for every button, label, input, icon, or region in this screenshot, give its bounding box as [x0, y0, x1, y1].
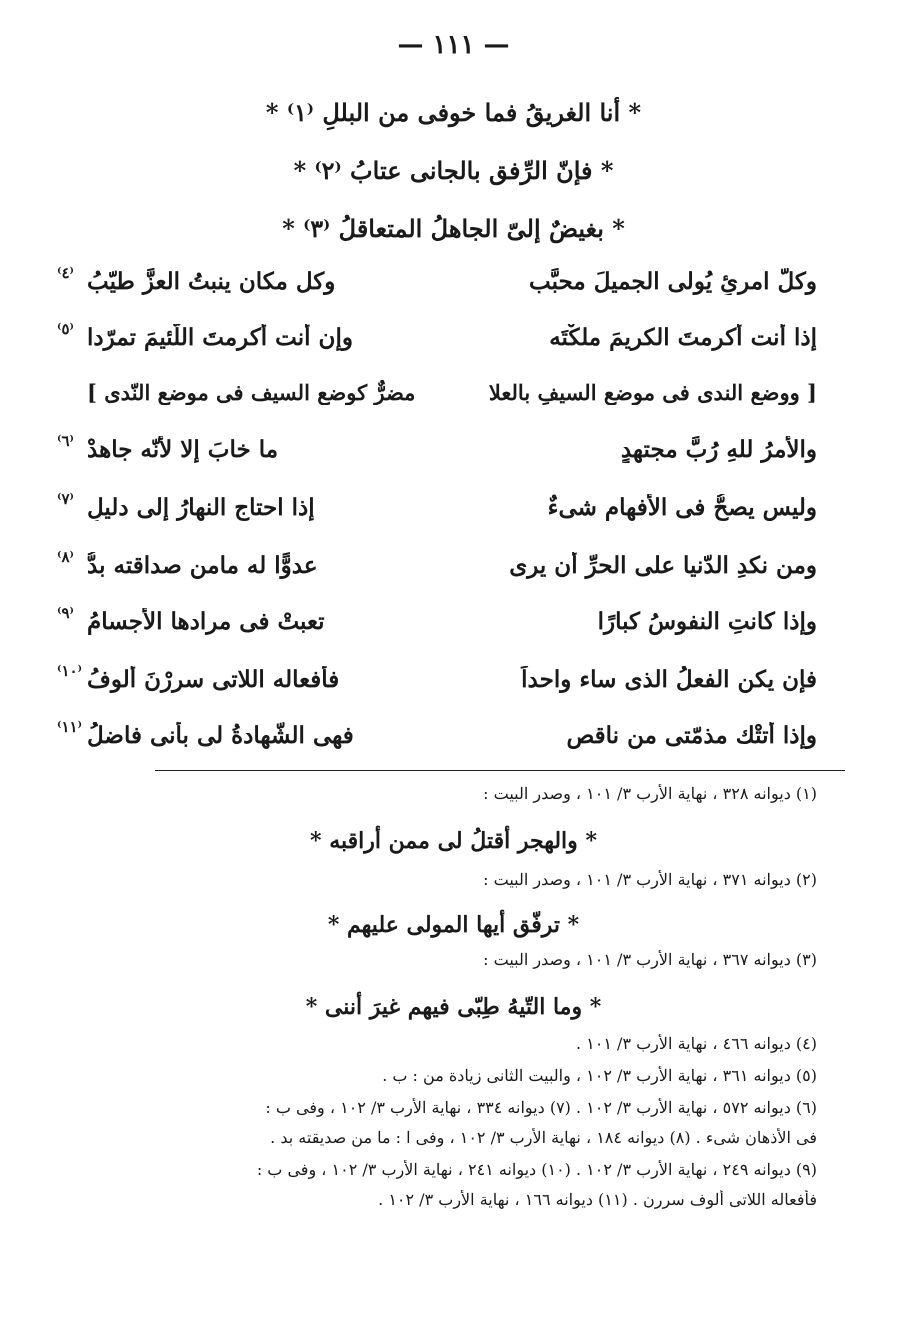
footnote-marker: ⁽٨⁾: [57, 548, 74, 566]
second-hemistich: مضرٌّ كوضعِ السيف فى موضع النّدى ]: [87, 380, 416, 405]
verse-line: [57, 546, 817, 590]
footnote-line: (٦) ديوانه ٥٧٢ ، نهاية الأرب ٣/ ١٠٢ . (٧) ديوانه ٣٣٤ ، نهاية الأرب ٣/ ١٠٢ ، وفى ب :: [265, 1098, 817, 1117]
verse-fragment-3: * بغيضٌ إلىّ الجاهلُ المتعاقلُ ⁽٣⁾ *: [282, 214, 625, 243]
verse-line: [57, 716, 817, 760]
verse-line: [57, 660, 817, 704]
footnote-marker: ⁽٦⁾: [57, 432, 74, 450]
footnote-line: فأفعاله اللاتى ألوف سررن . (١١) ديوانه ١٦٦ ، نهاية الأرب ٣/ ١٠٢ .: [378, 1190, 817, 1209]
footnote-verse: * ترفّق أيها المولى عليهم *: [327, 912, 580, 938]
second-hemistich: فهى الشّهادةُ لى بأنى فاضلُ: [87, 722, 354, 749]
footnote-line: (٥) ديوانه ٣٦١ ، نهاية الأرب ٣/ ١٠٢ ، والبيت الثانى زيادة من : ب .: [382, 1066, 817, 1085]
footnote-marker: ⁽٤⁾: [57, 264, 74, 282]
verse-line: [57, 488, 817, 532]
second-hemistich: عدوًّا له مامن صداقته بدُّ: [87, 552, 318, 579]
first-hemistich: إذا أنت أكرمتَ الكريمَ ملكْتَه: [549, 324, 817, 351]
footnote-marker: ⁽٥⁾: [57, 320, 74, 338]
second-hemistich: فأفعاله اللاتى سررْنَ ألوفُ: [87, 666, 340, 693]
second-hemistich: وإن أنت أكرمتَ اللّئيمَ تمرّدا: [87, 324, 353, 351]
first-hemistich: وإذا كانتِ النفوسُ كبارًا: [597, 608, 817, 635]
footnote-divider: [155, 770, 845, 771]
footnote-verse: * والهجر أقتلُ لى ممن أراقبه *: [310, 828, 597, 854]
verse-line: [87, 374, 817, 418]
footnote-line: (٣) ديوانه ٣٦٧ ، نهاية الأرب ٣/ ١٠١ ، وصدر البيت :: [483, 950, 817, 969]
footnote-verse: * وما التّيهُ طِبّى فيهم غيرَ أننى *: [305, 994, 602, 1020]
footnote-marker: ⁽٩⁾: [57, 604, 74, 622]
page-number: — ١١١ —: [397, 30, 510, 60]
verse-line: [57, 262, 817, 306]
footnote-line: (١) ديوانه ٣٢٨ ، نهاية الأرب ٣/ ١٠١ ، وصدر البيت :: [483, 784, 817, 803]
footnote-line: فى الأذهان شىء . (٨) ديوانه ١٨٤ ، نهاية الأرب ٣/ ١٠٢ ، وفى ا : ما من صديقته بد .: [270, 1128, 817, 1147]
first-hemistich: وليس يصحُّ فى الأفهامِ شىءٌ: [547, 494, 817, 521]
footnote-line: (٤) ديوانه ٤٦٦ ، نهاية الأرب ٣/ ١٠١ .: [576, 1034, 817, 1053]
first-hemistich: وكلُّ امرئٍ يُولى الجميلَ محبَّب: [529, 268, 817, 295]
footnote-marker: ⁽١١⁾: [57, 718, 83, 736]
first-hemistich: ومن نكدِ الدّنيا على الحرِّ أن يرى: [509, 552, 817, 579]
verse-line: [57, 318, 817, 362]
second-hemistich: تعبتْ فى مرادها الأجسامُ: [87, 608, 325, 635]
first-hemistich: [ ووضع الندى فى موضع السيفِ بالعلا: [488, 380, 817, 405]
footnote-marker: ⁽٧⁾: [57, 490, 74, 508]
first-hemistich: والأمرُ للهِ رُبَّ مجتهدٍ: [620, 436, 817, 463]
verse-fragment-1: * أنا الغريقُ فما خوفى من البللِ ⁽١⁾ *: [265, 98, 642, 127]
first-hemistich: وإذا أتتْك مذمّتى من ناقصٍ: [566, 722, 817, 749]
verse-line: [57, 602, 817, 646]
second-hemistich: ما خابَ إلا لأنّه جاهدْ: [87, 436, 279, 463]
second-hemistich: وكل مكان ينبتُ العزَّ طيّبُ: [87, 268, 336, 295]
second-hemistich: إذا احتاج النهارُ إلى دليلِ: [87, 494, 315, 521]
verse-line: [57, 430, 817, 474]
first-hemistich: فإن يكن الفعلُ الذى ساء واحداً: [521, 666, 817, 693]
footnote-marker: ⁽١٠⁾: [57, 662, 83, 680]
footnote-line: (٩) ديوانه ٢٤٩ ، نهاية الأرب ٣/ ١٠٢ . (١٠) ديوانه ٢٤١ ، نهاية الأرب ٣/ ١٠٢ ، وفى ب :: [256, 1160, 817, 1179]
footnote-line: (٢) ديوانه ٣٧١ ، نهاية الأرب ٣/ ١٠١ ، وصدر البيت :: [483, 870, 817, 889]
verse-fragment-2: * فإنّ الرِّفق بالجانى عتابُ ⁽٢⁾ *: [293, 156, 614, 185]
